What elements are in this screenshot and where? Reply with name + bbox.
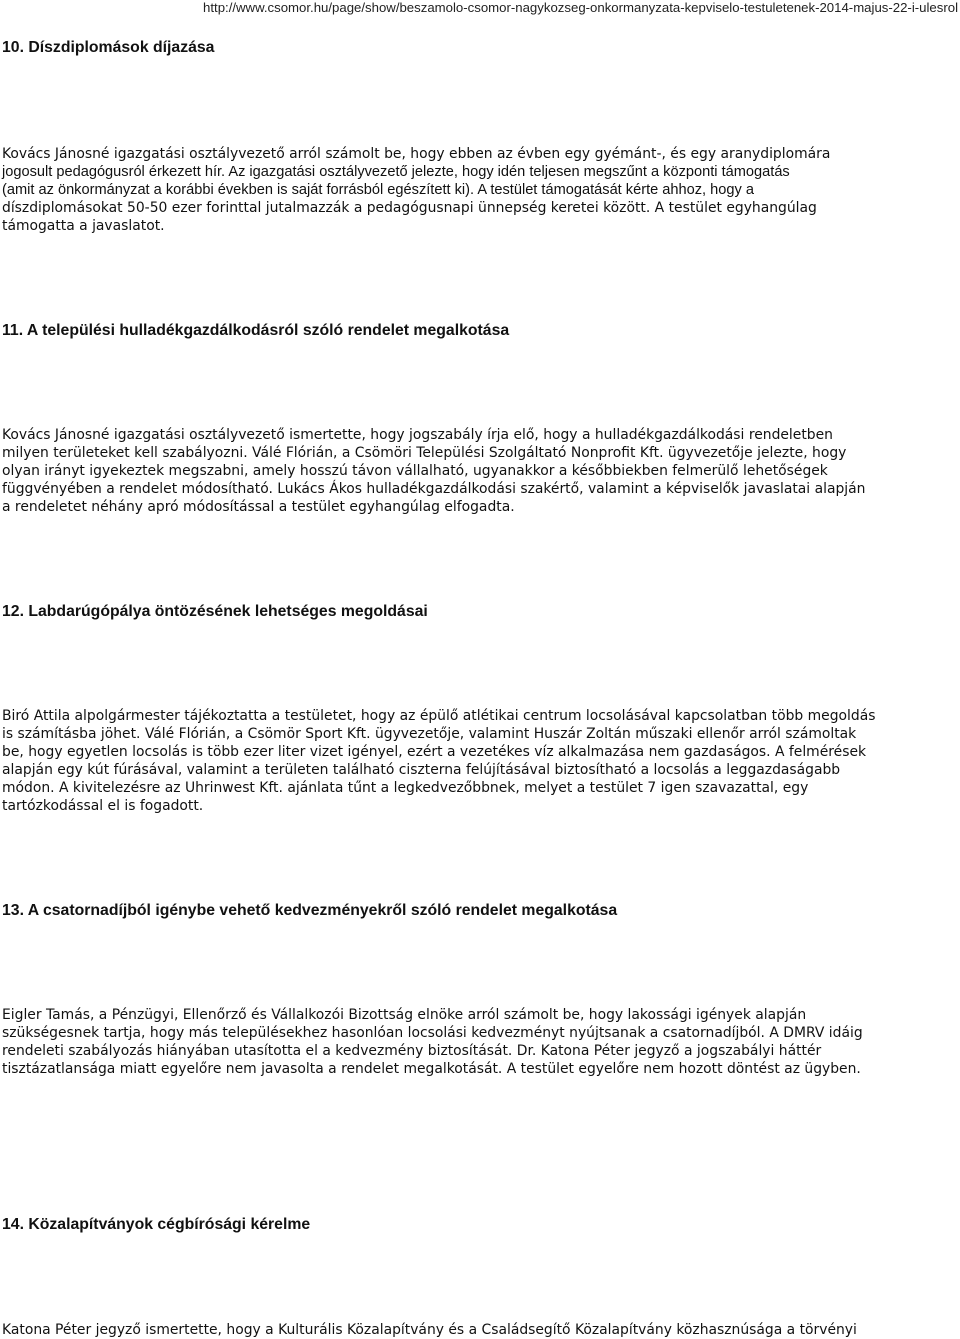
text-line: (amit az önkormányzat a korábbi években is saját forrásból egészített ki). A testület támogatását kérte ahhoz, hogy a: [2, 182, 754, 198]
text-line: támogatta a javaslatot.: [2, 218, 165, 234]
text-line: tisztázatlansága miatt egyelőre nem javasolta a rendelet megalkotását. A testület egyelőre nem hozott döntést az ügyben.: [2, 1061, 861, 1077]
section-10-heading: 10. Díszdiplomások díjazása: [2, 39, 215, 56]
text-line: Eigler Tamás, a Pénzügyi, Ellenőrző és Vállalkozói Bizottság elnöke arról számolt be, hogy lakossági igények alapján: [2, 1007, 807, 1023]
section-11-paragraph: [2, 426, 960, 516]
section-10-paragraph: [2, 145, 960, 235]
text-line: milyen területeket kell szabályozni. Válé Flórián, a Csömöri Települési Szolgáltató Nonprofit Kft. ügyvezetője jelezte, hogy: [2, 445, 847, 461]
text-line: szükségesnek tartja, hogy más településekhez hasonlóan locsolási kedvezményt nyújtsanak a csatornadíjból. A DMRV idáig: [2, 1025, 863, 1041]
text-line: Biró Attila alpolgármester tájékoztatta a testületet, hogy az épülő atlétikai centrum locsolásával kapcsolatban több megoldás: [2, 708, 876, 724]
text-line: is számításba jöhet. Válé Flórián, a Csömör Sport Kft. ügyvezetője, valamint Huszár Zoltán műszaki ellenőr arról számoltak: [2, 726, 857, 742]
section-12-paragraph: [2, 707, 960, 815]
section-11-heading: 11. A települési hulladékgazdálkodásról szóló rendelet megalkotása: [2, 322, 510, 339]
text-line: olyan irányt igyekeztek megszabni, amely hosszú távon vállalható, ugyanakkor a későbbiekben felmerülő lehetőségek: [2, 463, 828, 479]
text-line: jogosult pedagógusról érkezett hír. Az igazgatási osztályvezető jelezte, hogy idén teljesen megszűnt a központi támogatás: [2, 164, 790, 180]
text-line: Katona Péter jegyző ismertette, hogy a Kulturális Közalapítvány és a Családsegítő Közalapítvány közhasznúsága a törvényi: [2, 1322, 857, 1338]
text-line: be, hogy egyetlen locsolás is több ezer liter vizet igényel, ezért a vezetékes víz alkalmazása nem gazdaságos. A felmérések: [2, 744, 867, 760]
section-12-heading: 12. Labdarúgópálya öntözésének lehetséges megoldásai: [2, 603, 428, 620]
section-14-paragraph: [2, 1321, 960, 1339]
section-13-heading: 13. A csatornadíjból igénybe vehető kedvezményekről szóló rendelet megalkotása: [2, 902, 618, 919]
section-14-heading: 14. Közalapítványok cégbírósági kérelme: [2, 1216, 311, 1233]
text-line: Kovács Jánosné igazgatási osztályvezető arról számolt be, hogy ebben az évben egy gyémánt-, és egy aranydiplomára: [2, 146, 831, 162]
page-url[interactable]: http://www.csomor.hu/page/show/beszamolo-csomor-nagykozseg-onkormanyzata-kepviselo-testuletenek-2014-majus-22-i-ulesrol: [203, 0, 958, 15]
text-line: módon. A kivitelezésre az Uhrinwest Kft. ajánlata tűnt a legkedvezőbbnek, melyet a testület 7 igen szavazattal, egy: [2, 780, 809, 796]
text-line: függvényében a rendelet módosítható. Lukács Ákos hulladékgazdálkodási szakértő, valamint a képviselők javaslatai alapján: [2, 481, 866, 497]
section-13-paragraph: [2, 1006, 960, 1078]
text-line: a rendeletet néhány apró módosítással a testület egyhangúlag elfogadta.: [2, 499, 515, 515]
text-line: tartózkodással el is fogadott.: [2, 798, 204, 814]
text-line: díszdiplomásokat 50-50 ezer forinttal jutalmazzák a pedagógusnapi ünnepség keretei között. A testület egyhangúlag: [2, 200, 817, 216]
text-line: alapján egy kút fúrásával, valamint a területen található ciszterna felújításával biztosítható a locsolás a leggazdaságabb: [2, 762, 841, 778]
text-line: Kovács Jánosné igazgatási osztályvezető ismertette, hogy jogszabály írja elő, hogy a hulladékgazdálkodási rendeletben: [2, 427, 833, 443]
text-line: rendeleti szabályozás hiányában utasította el a kedvezmény biztosítását. Dr. Katona Péter jegyző a jogszabályi háttér: [2, 1043, 822, 1059]
